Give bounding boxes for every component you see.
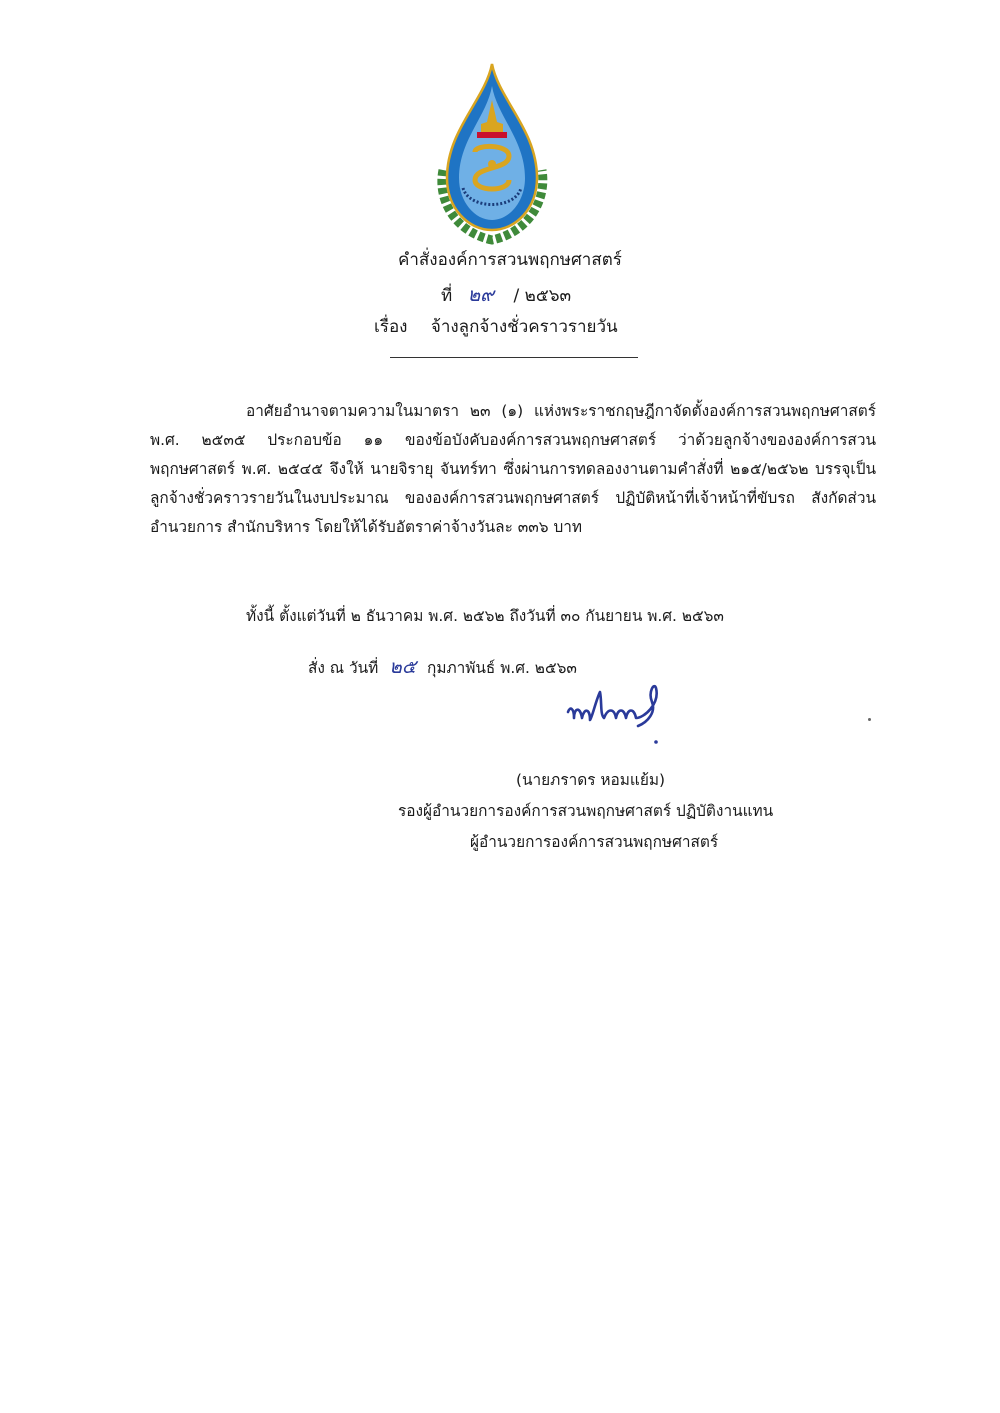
order-number-suffix: / ๒๕๖๓ [513,286,572,306]
effective-period: ทั้งนี้ ตั้งแต่วันที่ ๒ ธันวาคม พ.ศ. ๒๕๖๒ ถึงวันที่ ๓๐ กันยายน พ.ศ. ๒๕๖๓ [246,607,724,625]
subject-text: จ้างลูกจ้างชั่วคราวรายวัน [430,317,618,337]
order-date-prefix: สั่ง ณ วันที่ [308,659,379,677]
signatory-position-line1: รองผู้อำนวยการองค์การสวนพฤกษศาสตร์ ปฏิบัติงานแทน [398,802,774,820]
order-subject [374,313,618,340]
order-number-handwritten: ๒๙ [467,284,495,306]
order-date [308,652,577,682]
order-title: คำสั่งองค์การสวนพฤกษศาสตร์ [398,250,622,270]
order-date-suffix: กุมภาพันธ์ พ.ศ. ๒๕๖๓ [427,659,577,677]
body-paragraph: อาศัยอำนาจตามความในมาตรา ๒๓ (๑) แห่งพระราชกฤษฎีกาจัดตั้งองค์การสวนพฤกษศาสตร์ พ.ศ. ๒๕๓๕ ประกอบข้อ ๑๑ ของข้อบังคับองค์การสวนพฤกษศาสตร์ ว่าด้วยลูกจ้างขององค์การสวนพฤกษศาสตร์ พ.ศ. ๒๕๔๕ จึงให้ นายจิรายุ จันทร์ทา ซึ่งผ่านการทดลองงานตามคำสั่งที่ ๒๑๕/๒๕๖๒ บรรจุเป็นลูกจ้างชั่วคราวรายวันในงบประมาณ ขององค์การสวนพฤกษศาสตร์ ปฏิบัติหน้าที่เจ้าหน้าที่ขับรถ สังกัดส่วนอำนวยการ สำนักบริหาร โดยให้ได้รับอัตราค่าจ้างวันละ ๓๓๖ บาท [150,402,876,536]
header-divider [390,357,638,358]
organization-emblem [425,60,560,246]
order-number [441,280,571,310]
signatory-name: (นายภราดร หอมแย้ม) [516,771,666,789]
subject-label: เรื่อง [374,317,408,337]
order-date-day-handwritten: ๒๕ [389,656,417,678]
page-speck [868,718,871,721]
order-number-label: ที่ [441,286,453,306]
handwritten-signature [560,678,670,750]
signatory-position-line2: ผู้อำนวยการองค์การสวนพฤกษศาสตร์ [470,833,719,851]
